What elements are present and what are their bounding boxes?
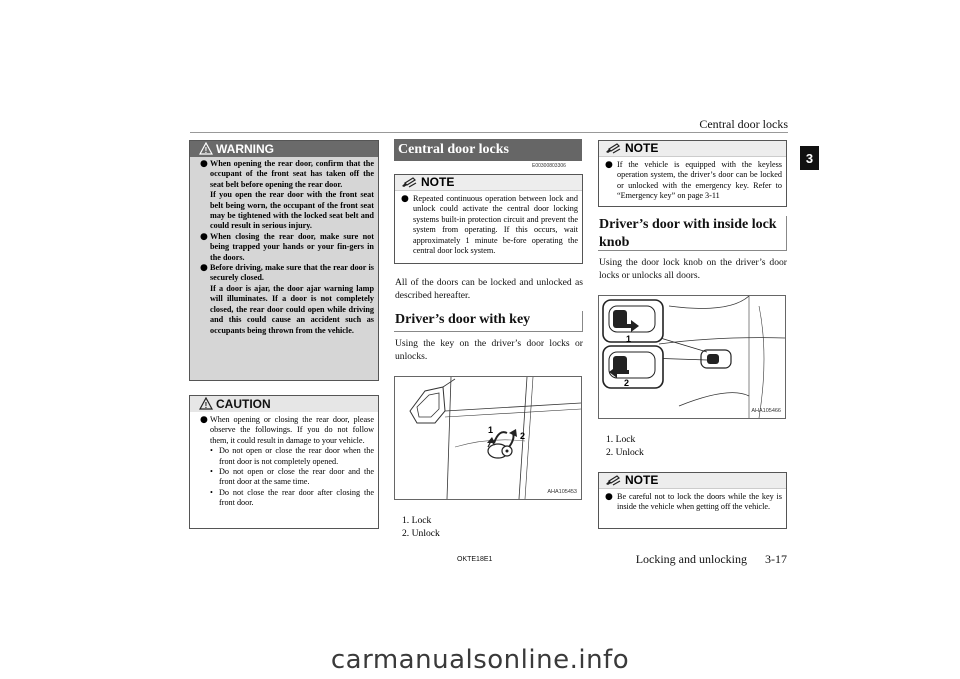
key-section-text: Using the key on the driver’s door locks or unlocks. xyxy=(395,338,583,362)
subsection-rule-vertical xyxy=(786,216,787,251)
legend-item-lock: 1. Lock xyxy=(402,515,432,526)
note-label: NOTE xyxy=(625,473,659,487)
note-label: NOTE xyxy=(625,141,659,155)
inside-knob-illustration xyxy=(599,296,785,418)
subsection-rule xyxy=(598,250,786,251)
note-header xyxy=(395,175,582,191)
knob-section-text: Using the door lock knob on the driver’s door locks or unlocks all doors. xyxy=(599,257,787,281)
warning-list xyxy=(190,157,378,336)
note-box-key-inside xyxy=(598,472,787,529)
note-list xyxy=(395,191,582,258)
central-intro: All of the doors can be locked and unlocked as described hereafter. xyxy=(395,277,583,301)
knob-legend-list xyxy=(606,434,644,459)
warning-item: ● Before driving, make sure that the rear door is securely closed. xyxy=(200,263,374,283)
section-code: E00300803306 xyxy=(532,163,566,169)
running-header: Central door locks xyxy=(699,117,788,131)
caution-triangle-icon xyxy=(199,397,213,410)
door-key-illustration xyxy=(395,377,581,499)
note-list xyxy=(599,157,786,204)
callout-2: 2 xyxy=(624,378,630,388)
footer-section: Locking and unlocking xyxy=(635,552,747,566)
note-box-central xyxy=(394,174,583,264)
footer-code: OKTE18E1 xyxy=(457,556,493,563)
subsection-title-key: Driver’s door with key xyxy=(395,312,531,327)
svg-text:!: ! xyxy=(204,146,208,155)
note-pencil-icon xyxy=(401,177,417,188)
warning-item: If a door is ajar, the door ajar warning lamp will illuminates. If a door is not completely closed, the rear door could open while driving and this could cause an accident such as occupants being thrown from the vehicle. xyxy=(210,283,374,335)
chapter-tab: 3 xyxy=(800,146,819,170)
caution-subitem: • Do not close the rear door after closing the front door. xyxy=(210,487,374,508)
note-pencil-icon xyxy=(605,143,621,154)
subsection-title-line: Driver’s door with inside lock xyxy=(599,217,777,232)
subsection-rule-vertical xyxy=(582,311,583,332)
figure-key-lock xyxy=(394,376,582,500)
warning-label: WARNING xyxy=(216,142,274,156)
watermark: carmanualsonline.info xyxy=(330,645,630,675)
key-legend-list xyxy=(402,515,440,540)
warning-item: If you open the rear door with the front seat belt being worn, the occupant of the front seat may be tightened with the locked seat belt and could result in serious injury. xyxy=(210,190,374,231)
note-box-keyless xyxy=(598,140,787,207)
note-pencil-icon xyxy=(605,475,621,486)
caution-item: ● When opening or closing the rear door, please observe the followings. If you do not follow them, it could result in damage to your vehicle. • Do not open or close the rear door when the front door is not completely opened. • Do not open or close the rear door and the front door at the same time. • Do not close the rear door after closing the front door. xyxy=(200,415,374,508)
figure-code: AHA105466 xyxy=(751,408,781,414)
caution-list xyxy=(190,412,378,509)
section-title-bar: Central door locks xyxy=(394,139,582,161)
subsection-title-knob xyxy=(599,216,779,252)
svg-text:!: ! xyxy=(204,401,208,410)
footer-page-number: 3-17 xyxy=(765,552,787,566)
note-item: ● Be careful not to lock the doors while the key is inside the vehicle when getting off the vehicle. xyxy=(605,492,782,512)
note-label: NOTE xyxy=(421,175,455,189)
legend-item-unlock: 2. Unlock xyxy=(606,446,644,458)
note-header xyxy=(599,141,786,157)
note-item: ● Repeated continuous operation between lock and unlock could activate the central door locking systems built-in protection circuit and prevent the system from operating. If this occurs, wait approximately 1 minute be-fore operating the central door lock system. xyxy=(401,194,578,256)
caution-subitem: • Do not open or close the rear door when the front door is not completely opened. xyxy=(210,446,374,466)
callout-1: 1 xyxy=(626,334,632,344)
callout-1: 1 xyxy=(488,425,494,435)
legend-item-unlock: 2. Unlock xyxy=(402,527,440,539)
callout-2: 2 xyxy=(520,431,526,441)
warning-header xyxy=(190,141,378,157)
caution-header xyxy=(190,396,378,412)
note-item: ● If the vehicle is equipped with the keyless operation system, the driver’s door can be locked or unlocked with the emergency key. Refer to “Emergency key” on page 3-11 xyxy=(605,160,782,201)
header-rule xyxy=(190,132,788,133)
warning-item: ● When closing the rear door, make sure not being trapped your hands or your fin-gers in the doors. xyxy=(200,231,374,262)
warning-item: ● When opening the rear door, confirm that the occupant of the front seat has taken off the seat belt before opening the rear door. xyxy=(200,159,374,189)
warning-box xyxy=(189,140,379,381)
subsection-title-line: knob xyxy=(599,235,630,250)
figure-inside-knob xyxy=(598,295,786,419)
subsection-rule xyxy=(394,331,582,332)
footer-page-info xyxy=(636,552,787,567)
warning-triangle-icon xyxy=(199,142,213,155)
figure-code: AHA105453 xyxy=(547,489,577,495)
legend-item-lock: 1. Lock xyxy=(606,434,636,445)
caution-subitem: • Do not open or close the rear door and the front door at the same time. xyxy=(210,467,374,487)
caution-label: CAUTION xyxy=(216,397,271,411)
caution-box xyxy=(189,395,379,529)
note-header xyxy=(599,473,786,489)
note-list xyxy=(599,489,786,515)
